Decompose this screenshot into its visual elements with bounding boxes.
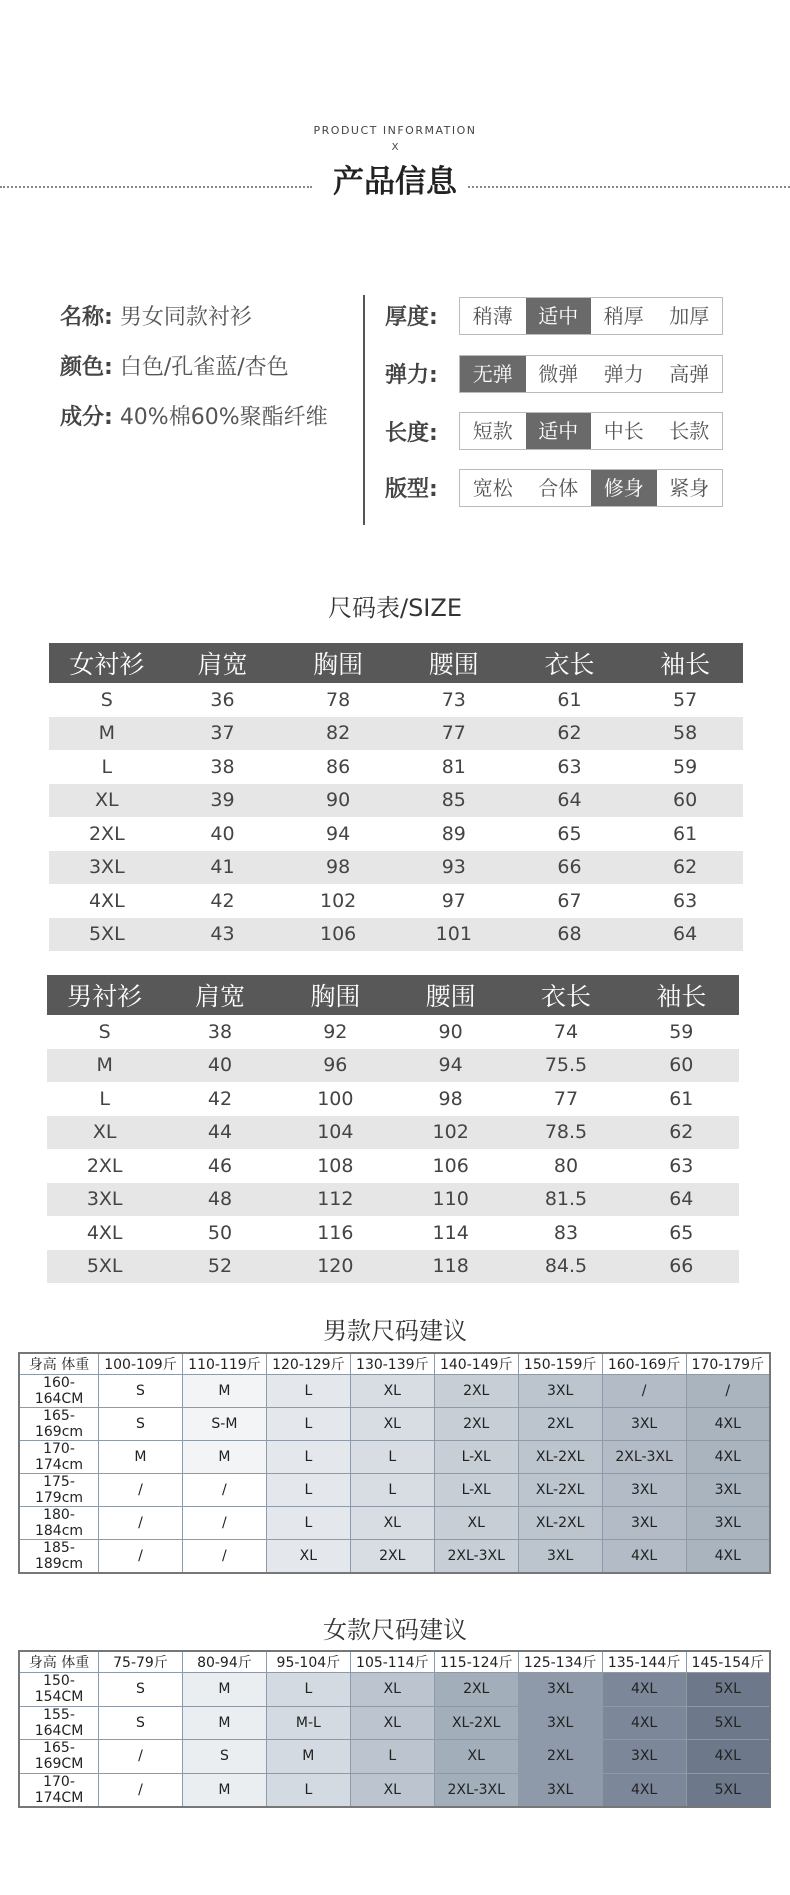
attr-label-length: 长度: [385,421,438,446]
rec-size-cell: L [266,1375,350,1408]
rec-size-cell: M [182,1706,266,1739]
rec-row [19,1540,770,1574]
table-row [47,1250,739,1284]
rec-size-cell: XL [350,1507,434,1540]
women-rec-title: 女款尺码建议 [323,1616,467,1644]
rec-size-cell: M [182,1441,266,1474]
men-rec-title: 男款尺码建议 [323,1317,467,1345]
attr-fit [459,469,723,507]
info-color-key: 颜色: [60,355,113,380]
rec-size-cell: / [602,1375,686,1408]
column-header: 衣长 [512,643,628,683]
table-cell: 57 [673,688,698,711]
rec-size-cell: 4XL [602,1673,686,1706]
table-cell: L [99,1087,110,1110]
rec-size-cell: / [99,1507,183,1540]
rec-size-cell: L-XL [434,1474,518,1507]
rec-height-label: 170-174CM [19,1773,99,1807]
rec-size-cell: 3XL [518,1673,602,1706]
table-cell: M [49,717,165,751]
info-color [60,350,289,381]
info-color-value: 白色/孔雀蓝/杏色 [119,355,289,380]
table-cell: 78 [326,688,351,711]
rec-size-cell: 3XL [602,1408,686,1441]
rec-weight-header: 115-124斤 [434,1651,518,1673]
table-cell: 98 [438,1087,463,1110]
rec-weight-header: 130-139斤 [350,1353,434,1375]
table-cell: 5XL [49,918,165,952]
rec-size-cell: 3XL [686,1507,770,1540]
table-cell: 97 [441,889,466,912]
rec-size-cell: XL [266,1540,350,1574]
rec-size-cell: / [99,1474,183,1507]
table-cell: XL [49,784,165,818]
table-cell: 65 [557,822,582,845]
table-row [47,1082,739,1116]
table-cell: 50 [207,1221,233,1244]
table-cell: 94 [326,822,351,845]
attr-length [459,412,723,450]
rec-size-cell: 3XL [518,1706,602,1739]
rec-size-cell: L [266,1474,350,1507]
header-subtitle: PRODUCT INFORMATION [313,124,477,137]
attr-option: 适中 [526,298,592,334]
table-cell: 64 [512,784,628,818]
table-cell: 98 [280,851,396,885]
rec-weight-header: 125-134斤 [518,1651,602,1673]
table-cell: 62 [624,1116,739,1150]
table-row [47,1149,739,1183]
table-cell: 48 [162,1183,277,1217]
info-material-value: 40%棉60%聚酯纤维 [119,405,328,430]
info-name-key: 名称: [60,305,113,330]
rec-size-cell: / [99,1540,183,1574]
women-rec-table [18,1650,771,1808]
rec-size-cell: / [99,1773,183,1807]
table-row [49,784,743,818]
table-cell: 61 [557,688,582,711]
rec-weight-header: 100-109斤 [99,1353,183,1375]
rec-size-cell: XL [350,1706,434,1739]
rec-size-cell: S [182,1740,266,1773]
rec-weight-header: 95-104斤 [266,1651,350,1673]
table-cell: 61 [673,822,698,845]
rec-height-label: 165-169CM [19,1740,99,1773]
rec-row [19,1773,770,1807]
rec-size-cell: 3XL [518,1773,602,1807]
column-header: 衣长 [508,975,623,1015]
table-cell: 81 [441,755,466,778]
table-cell: 106 [432,1154,469,1177]
attr-option: 合体 [538,476,579,500]
table-cell: 89 [441,822,466,845]
rec-size-cell: XL [434,1740,518,1773]
table-cell: 41 [165,851,281,885]
rec-size-cell: 4XL [602,1773,686,1807]
table-cell: 39 [165,784,281,818]
rec-height-label: 155-164CM [19,1706,99,1739]
divider-right [468,186,790,188]
table-cell: 3XL [49,851,165,885]
rec-size-cell: / [99,1740,183,1773]
rec-size-cell: S [99,1375,183,1408]
rec-size-cell: L [266,1507,350,1540]
rec-height-label: 170-174cm [19,1441,99,1474]
rec-row [19,1441,770,1474]
rec-weight-header: 170-179斤 [686,1353,770,1375]
rec-size-cell: 4XL [686,1740,770,1773]
page-title: 产品信息 [333,164,457,200]
attr-option: 高弹 [669,362,710,386]
table-header-row [49,643,743,683]
table-cell: 85 [396,784,512,818]
rec-size-cell: / [182,1540,266,1574]
column-header: 男衬衫 [47,975,162,1015]
table-cell: 93 [396,851,512,885]
table-cell: 118 [393,1250,508,1284]
info-name [60,300,252,331]
table-cell: 38 [207,1020,233,1043]
attr-option: 稍薄 [472,304,513,328]
table-cell: 59 [669,1020,694,1043]
table-cell: 61 [669,1087,694,1110]
rec-height-label: 185-189cm [19,1540,99,1574]
table-cell: 96 [278,1049,393,1083]
rec-size-cell: L [266,1773,350,1807]
table-row [49,817,743,851]
attr-label-thickness: 厚度: [385,305,438,330]
table-cell: 90 [280,784,396,818]
table-cell: 78.5 [508,1116,623,1150]
attr-option: 无弹 [460,356,526,392]
table-cell: 4XL [88,889,125,912]
rec-height-label: 180-184cm [19,1507,99,1540]
rec-row [19,1375,770,1408]
table-cell: 94 [393,1049,508,1083]
rec-row [19,1507,770,1540]
column-header: 袖长 [624,975,739,1015]
rec-size-cell: 2XL [434,1408,518,1441]
table-cell: 2XL [86,1154,123,1177]
table-header-row [47,975,739,1015]
table-cell: 63 [673,889,698,912]
attr-option: 中长 [603,419,644,443]
table-cell: 40 [210,822,235,845]
table-cell: 62 [512,717,628,751]
table-cell: 77 [553,1087,579,1110]
table-cell: 43 [165,918,281,952]
rec-size-cell: / [182,1474,266,1507]
column-header: 女衬衫 [49,643,165,683]
table-cell: 68 [512,918,628,952]
attr-label-elasticity: 弹力: [385,363,438,388]
rec-size-cell: 4XL [686,1408,770,1441]
attr-label-fit: 版型: [385,477,438,502]
table-cell: 3XL [47,1183,162,1217]
rec-size-cell: 2XL [518,1740,602,1773]
rec-size-cell: XL-2XL [518,1507,602,1540]
rec-size-cell: XL-2XL [518,1474,602,1507]
rec-size-cell: XL [434,1507,518,1540]
column-header: 肩宽 [165,643,281,683]
table-row [47,1049,739,1083]
table-cell: 84.5 [508,1250,623,1284]
table-cell: 63 [669,1154,694,1177]
table-cell: 66 [512,851,628,885]
table-row [49,851,743,885]
rec-size-cell: 5XL [686,1773,770,1807]
table-cell: XL [47,1116,162,1150]
table-cell: 38 [210,755,235,778]
rec-size-cell: L [266,1441,350,1474]
size-section-title: 尺码表/SIZE [327,594,462,622]
attr-option: 微弹 [538,362,579,386]
table-cell: 81.5 [508,1183,623,1217]
rec-weight-header: 145-154斤 [686,1651,770,1673]
table-cell: 73 [441,688,466,711]
rec-size-cell: / [182,1507,266,1540]
table-row [49,717,743,751]
table-row [47,1116,739,1150]
table-cell: M [47,1049,162,1083]
table-cell: 114 [432,1221,469,1244]
attr-option: 宽松 [472,476,513,500]
rec-size-cell: XL-2XL [434,1706,518,1739]
attr-option: 弹力 [603,362,644,386]
rec-size-cell: 4XL [602,1706,686,1739]
column-header: 肩宽 [162,975,277,1015]
rec-size-cell: L-XL [434,1441,518,1474]
table-cell: 86 [326,755,351,778]
column-header: 腰围 [393,975,508,1015]
header-mark: X [391,142,399,153]
rec-size-cell: XL [350,1673,434,1706]
rec-size-cell: L [350,1441,434,1474]
men-rec-table [18,1352,771,1574]
table-cell: 92 [323,1020,348,1043]
table-cell: 112 [278,1183,393,1217]
rec-height-label: 165-169cm [19,1408,99,1441]
rec-size-cell: 2XL-3XL [434,1773,518,1807]
rec-size-cell: 2XL [434,1375,518,1408]
men-size-table [47,975,739,1283]
table-cell: 82 [280,717,396,751]
info-material [60,400,328,431]
table-cell: 102 [320,889,357,912]
rec-size-cell: L [350,1740,434,1773]
rec-size-cell: 3XL [602,1740,686,1773]
rec-size-cell: 4XL [686,1540,770,1574]
table-cell: 59 [673,755,698,778]
column-header: 袖长 [627,643,743,683]
rec-size-cell: 4XL [602,1540,686,1574]
rec-size-cell: M [182,1773,266,1807]
rec-size-cell: 4XL [686,1441,770,1474]
rec-weight-header: 120-129斤 [266,1353,350,1375]
attr-elasticity [459,355,723,393]
table-cell: 42 [210,889,235,912]
rec-weight-header: 75-79斤 [99,1651,183,1673]
rec-size-cell: 5XL [686,1706,770,1739]
table-cell: 74 [553,1020,579,1043]
table-cell: 67 [557,889,582,912]
table-cell: 5XL [47,1250,162,1284]
rec-size-cell: L [266,1673,350,1706]
rec-size-cell: 2XL [350,1540,434,1574]
info-name-value: 男女同款衬衫 [119,305,252,330]
attr-option: 适中 [526,413,592,449]
rec-size-cell: S [99,1408,183,1441]
column-header: 胸围 [280,643,396,683]
rec-size-cell: M-L [266,1706,350,1739]
table-cell: 2XL [88,822,125,845]
table-cell: 108 [317,1154,354,1177]
table-cell: 66 [624,1250,739,1284]
table-cell: 63 [557,755,582,778]
rec-height-label: 150-154CM [19,1673,99,1706]
attr-option: 加厚 [669,304,710,328]
rec-size-cell: S [99,1673,183,1706]
table-cell: 40 [162,1049,277,1083]
table-cell: 106 [280,918,396,952]
column-header: 胸围 [278,975,393,1015]
table-row [49,918,743,952]
rec-corner-label: 身高 体重 [19,1651,99,1673]
rec-size-cell: 3XL [686,1474,770,1507]
table-cell: 37 [165,717,281,751]
rec-row [19,1408,770,1441]
rec-size-cell: S [99,1706,183,1739]
rec-size-cell: 3XL [518,1375,602,1408]
table-cell: 62 [627,851,743,885]
table-cell: 46 [207,1154,233,1177]
rec-size-cell: XL [350,1773,434,1807]
rec-size-cell: / [686,1375,770,1408]
rec-row [19,1673,770,1706]
table-cell: 42 [207,1087,233,1110]
rec-weight-header: 135-144斤 [602,1651,686,1673]
table-cell: 36 [210,688,235,711]
table-cell: 90 [438,1020,463,1043]
table-cell: 100 [317,1087,354,1110]
rec-size-cell: 2XL [518,1408,602,1441]
rec-weight-header: 105-114斤 [350,1651,434,1673]
rec-size-cell: 3XL [602,1474,686,1507]
attr-option: 短款 [472,419,513,443]
rec-corner-label: 身高 体重 [19,1353,99,1375]
column-header: 腰围 [396,643,512,683]
rec-size-cell: M [99,1441,183,1474]
women-size-table [49,643,743,951]
rec-size-cell: 3XL [518,1540,602,1574]
table-cell: S [100,688,113,711]
table-row [49,884,743,918]
table-cell: 120 [278,1250,393,1284]
rec-size-cell: XL-2XL [518,1441,602,1474]
table-row [49,750,743,784]
rec-size-cell: 5XL [686,1673,770,1706]
attr-thickness [459,297,723,335]
table-cell: 64 [627,918,743,952]
rec-size-cell: 2XL [434,1673,518,1706]
rec-row [19,1706,770,1739]
rec-weight-header: 140-149斤 [434,1353,518,1375]
rec-size-cell: XL [350,1375,434,1408]
table-cell: 116 [317,1221,354,1244]
table-cell: 80 [553,1154,579,1177]
rec-weight-header: 150-159斤 [518,1353,602,1375]
rec-size-cell: M [182,1673,266,1706]
table-cell: 52 [162,1250,277,1284]
table-cell: 65 [669,1221,694,1244]
rec-height-label: 160-164CM [19,1375,99,1408]
rec-row [19,1740,770,1773]
info-divider [363,295,365,525]
rec-size-cell: 2XL-3XL [602,1441,686,1474]
rec-weight-header: 160-169斤 [602,1353,686,1375]
rec-row [19,1474,770,1507]
rec-size-cell: XL [350,1408,434,1441]
rec-size-cell: M [182,1375,266,1408]
table-cell: 83 [553,1221,579,1244]
table-cell: S [98,1020,111,1043]
table-cell: 64 [624,1183,739,1217]
table-row [47,1015,739,1049]
rec-size-cell: M [266,1740,350,1773]
rec-height-label: 175-179cm [19,1474,99,1507]
table-cell: 102 [393,1116,508,1150]
attr-option: 紧身 [669,476,710,500]
rec-size-cell: 2XL-3XL [434,1540,518,1574]
rec-header-row [19,1353,770,1375]
table-cell: 77 [396,717,512,751]
rec-size-cell: L [266,1408,350,1441]
table-cell: 44 [162,1116,277,1150]
attr-option: 稍厚 [603,304,644,328]
info-material-key: 成分: [60,405,113,430]
table-cell: 101 [396,918,512,952]
attr-option: 长款 [669,419,710,443]
table-cell: 104 [278,1116,393,1150]
rec-weight-header: 110-119斤 [182,1353,266,1375]
rec-size-cell: S-M [182,1408,266,1441]
table-row [47,1216,739,1250]
table-cell: L [101,755,113,778]
rec-size-cell: L [350,1474,434,1507]
rec-weight-header: 80-94斤 [182,1651,266,1673]
attr-option: 修身 [591,470,657,506]
rec-size-cell: 3XL [602,1507,686,1540]
table-cell: 75.5 [508,1049,623,1083]
table-cell: 60 [624,1049,739,1083]
table-cell: 4XL [86,1221,123,1244]
table-row [47,1183,739,1217]
table-row [49,683,743,717]
table-cell: 58 [627,717,743,751]
table-cell: 110 [393,1183,508,1217]
rec-header-row [19,1651,770,1673]
table-cell: 60 [627,784,743,818]
